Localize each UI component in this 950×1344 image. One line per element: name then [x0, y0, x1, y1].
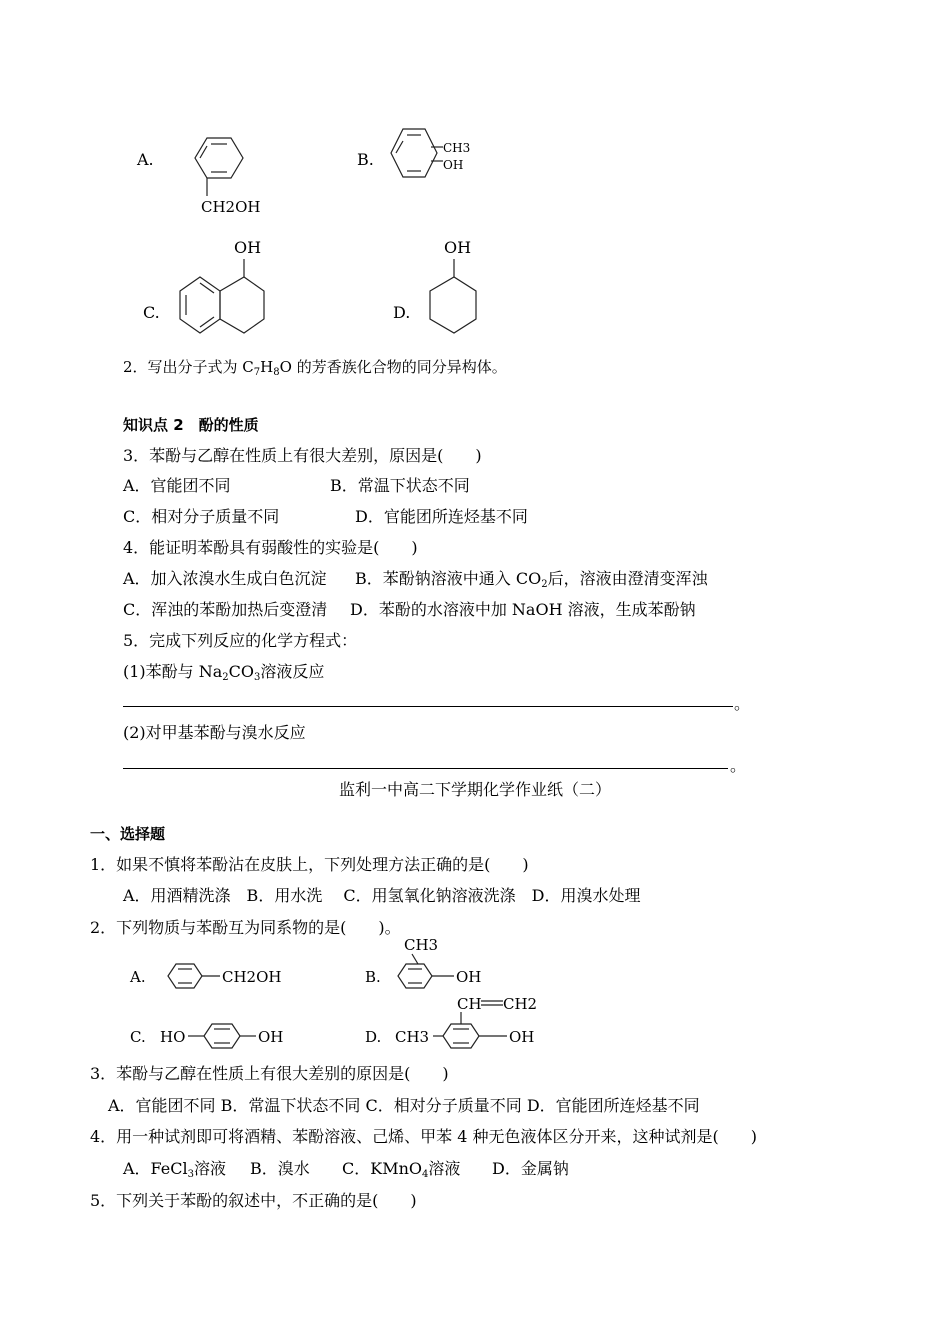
p2q4c-text-post: 溶液: [428, 1159, 461, 1178]
p2-hydroquinone-structure: [160, 1020, 300, 1054]
question-4-option-d: D．苯酚的水溶液中加 NaOH 溶液，生成苯酚钠: [350, 600, 696, 619]
p2-benzyl-alcohol-structure: [160, 960, 300, 994]
p2q4a-text-pre: A．FeCl: [123, 1159, 188, 1178]
answer-line-1-period: 。: [734, 694, 751, 713]
p2-option-b-hydroxyl: OH: [456, 968, 482, 986]
q51-text-post: 溶液反应: [260, 662, 325, 681]
option-b-methyl: CH3: [443, 141, 471, 155]
q2-text-pre: 2．写出分子式为 C: [123, 358, 254, 376]
question-4-option-c: C．浑浊的苯酚加热后变澄清: [123, 600, 328, 619]
p2q4a-text-post: 溶液: [194, 1159, 227, 1178]
question-5-part-1: [123, 662, 324, 682]
q2-text-post: O 的芳香族化合物的同分异构体。: [279, 358, 507, 376]
p2-option-a-substituent: CH2OH: [222, 968, 282, 986]
p2q4a-sub: 3: [187, 1169, 194, 1180]
q51-text-pre: (1)苯酚与 Na: [123, 662, 223, 681]
q4b-text-post: 后，溶液由澄清变浑浊: [547, 569, 708, 588]
worksheet-title: 监利一中高二下学期化学作业纸（二）: [338, 780, 611, 799]
question-5-part-2: (2)对甲基苯酚与溴水反应: [123, 723, 306, 742]
p2-question-2-stem: 2．下列物质与苯酚互为同系物的是( )。: [90, 918, 401, 937]
p2-question-4-option-a: [123, 1159, 226, 1179]
p2-option-d-ch2: CH2: [503, 995, 538, 1013]
p2-option-b-methyl: CH3: [404, 936, 439, 954]
q51-text-co: CO: [228, 662, 255, 681]
section-heading-choice: 一、选择题: [90, 825, 166, 843]
p2-question-4-option-d: D．金属钠: [492, 1159, 569, 1178]
p2-option-d-label: D.: [365, 1028, 382, 1046]
p2-cresol-structure: [392, 934, 512, 998]
question-2-isomers: [123, 357, 507, 377]
q4b-sub: 2: [541, 579, 548, 590]
q2-text-h: H: [260, 358, 274, 376]
option-c-label: C.: [143, 303, 160, 322]
p2-question-1-stem: 1．如果不慎将苯酚沾在皮肤上，下列处理方法正确的是( ): [90, 855, 529, 874]
question-4-option-b: [355, 569, 708, 589]
p2-question-3-options: A．官能团不同 B．常温下状态不同 C．相对分子质量不同 D．官能团所连烃基不同: [108, 1096, 700, 1115]
question-3-option-a: A．官能团不同: [123, 476, 231, 495]
q2-sub-7: 7: [253, 367, 261, 378]
p2-question-1-options: A．用酒精洗涤 B．用水洗 C．用氢氧化钠溶液洗涤 D．用溴水处理: [123, 886, 641, 905]
option-b-label: B.: [357, 150, 374, 169]
answer-line-2[interactable]: [123, 768, 728, 769]
cyclohexanol-structure: [420, 235, 500, 350]
answer-line-1[interactable]: [123, 706, 733, 707]
cresol-structure: [385, 125, 495, 195]
p2-option-c-label: C.: [130, 1028, 146, 1046]
q51-sub-2: 3: [254, 672, 261, 683]
benzyl-alcohol-structure: [165, 130, 275, 220]
p2-vinyl-cresol-structure: [395, 994, 545, 1056]
option-c-hydroxyl: OH: [234, 238, 262, 257]
option-a-label: A.: [137, 150, 154, 169]
question-3-option-b: B．常温下状态不同: [330, 476, 470, 495]
p2-question-5-stem: 5．下列关于苯酚的叙述中，不正确的是( ): [90, 1191, 417, 1210]
option-a-substituent: CH2OH: [201, 198, 261, 216]
option-b-hydroxyl: OH: [443, 158, 464, 172]
question-3-option-c: C．相对分子质量不同: [123, 507, 280, 526]
p2-option-d-ch: CH: [457, 995, 482, 1013]
p2-option-d-hydroxyl: OH: [509, 1028, 535, 1046]
p2-question-4-option-c: [342, 1159, 460, 1179]
q51-sub-1: 2: [222, 672, 229, 683]
option-d-label: D.: [393, 303, 411, 322]
p2-question-4-option-b: B．溴水: [250, 1159, 310, 1178]
p2-option-d-methyl: CH3: [395, 1028, 430, 1046]
question-5-stem: 5．完成下列反应的化学方程式：: [123, 631, 358, 650]
p2-option-a-label: A.: [130, 968, 146, 986]
p2-option-c-right-hydroxyl: OH: [258, 1028, 284, 1046]
question-3-stem: 3．苯酚与乙醇在性质上有很大差别，原因是( ): [123, 446, 482, 465]
option-d-hydroxyl: OH: [444, 238, 472, 257]
tetrahydronaphthol-structure: [172, 235, 282, 350]
p2-option-b-label: B.: [365, 968, 381, 986]
p2q4c-sub: 4: [422, 1169, 429, 1180]
q4b-text-pre: B．苯酚钠溶液中通入 CO: [355, 569, 542, 588]
p2-question-4-stem: 4．用一种试剂即可将酒精、苯酚溶液、己烯、甲苯 4 种无色液体区分开来，这种试剂是( ): [90, 1127, 758, 1146]
question-4-stem: 4．能证明苯酚具有弱酸性的实验是( ): [123, 538, 418, 557]
q2-sub-8: 8: [273, 367, 280, 378]
knowledge-point-2-heading: 知识点 2 酚的性质: [123, 416, 259, 434]
answer-line-2-period: 。: [730, 756, 747, 775]
p2-option-c-left-hydroxyl: HO: [160, 1028, 186, 1046]
question-3-option-d: D．官能团所连烃基不同: [355, 507, 528, 526]
question-4-option-a: A．加入浓溴水生成白色沉淀: [123, 569, 327, 588]
p2q4c-text-pre: C．KMnO: [342, 1159, 423, 1178]
p2-question-3-stem: 3．苯酚与乙醇在性质上有很大差别的原因是( ): [90, 1064, 449, 1083]
